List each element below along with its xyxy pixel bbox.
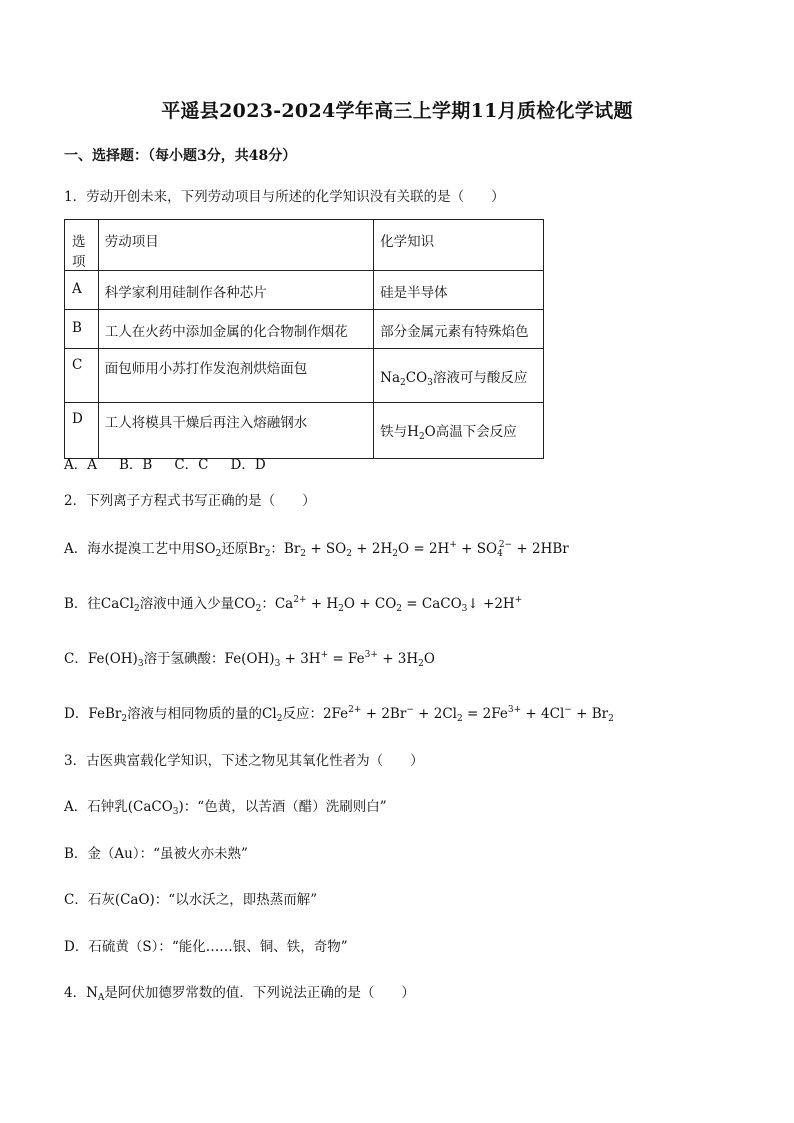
table-row bbox=[65, 271, 544, 310]
table-cell-work: 科学家利用硅制作各种芯片 bbox=[98, 271, 373, 310]
question-2-option-b: B．往CaCl$_2$溶液中通入少量$CO_2$：$Ca^{2+} + H_2O + CO_2$ = CaCO$_3$↓ +2H+ bbox=[64, 595, 523, 614]
table-header-row bbox=[65, 220, 544, 271]
table-cell-option: C bbox=[65, 349, 99, 403]
question-1-options bbox=[64, 453, 288, 473]
question-3-option-b: B．金（Au）：“虽被火亦未熟” bbox=[64, 846, 248, 862]
table-cell-option: D bbox=[65, 403, 99, 459]
table-row bbox=[65, 310, 544, 349]
question-3-stem: 3．古医典富载化学知识，下述之物见其氧化性者为（ ） bbox=[64, 753, 424, 769]
table-header-knowledge: 化学知识 bbox=[374, 220, 544, 271]
option-c: C．C bbox=[174, 457, 209, 473]
table-cell-knowledge: $Na_2CO_3$溶液可与酸反应 bbox=[374, 349, 544, 403]
table-cell-knowledge: 部分金属元素有特殊焰色 bbox=[374, 310, 544, 349]
question-3-option-d: D．石硫黄（S）：“能化……银、铜、铁，奇物” bbox=[64, 939, 348, 955]
question-2-option-c: C．$Fe(OH)_3$溶于氢碘酸：$Fe(OH)_3 + 3H^+ = Fe^{3+} + 3H_2O$ bbox=[64, 650, 435, 669]
table-cell-work: 面包师用小苏打作发泡剂烘焙面包 bbox=[98, 349, 373, 403]
table-cell-option: B bbox=[65, 310, 99, 349]
question-1-table bbox=[64, 219, 544, 459]
table-cell-option: A bbox=[65, 271, 99, 310]
table-cell-knowledge: 硅是半导体 bbox=[374, 271, 544, 310]
table-row bbox=[65, 403, 544, 459]
option-b: B．B bbox=[119, 457, 153, 473]
question-1-stem: 1．劳动开创未来，下列劳动项目与所述的化学知识没有关联的是（ ） bbox=[64, 189, 505, 205]
question-2-stem: 2．下列离子方程式书写正确的是（ ） bbox=[64, 493, 316, 509]
question-4-stem: 4．$N_A$是阿伏加德罗常数的值．下列说法正确的是（ ） bbox=[64, 985, 415, 1003]
option-d: D．D bbox=[230, 457, 266, 473]
table-header-option: 选项 bbox=[65, 220, 99, 271]
question-3-option-c: C．石灰(CaO)：“以水沃之，即热蒸而解” bbox=[64, 892, 318, 908]
page-title: 平遥县2023-2024学年高三上学期11月质检化学试题 bbox=[161, 100, 633, 122]
question-3-option-a: A．石钟乳(CaCO$_3$)：“色黄，以苦酒（醋）洗刷则白” bbox=[64, 799, 387, 817]
question-2-option-d: D．FeBr$_2$溶液与相同物质的量的$Cl_2$反应：$2Fe^{2+} + 2Br^- + 2Cl_2 = 2Fe^{3+} + 4Cl^- + Br_2$ bbox=[64, 705, 614, 724]
table-row bbox=[65, 349, 544, 403]
question-2-option-a: A．海水提溴工艺中用$SO_2$还原$Br_2$：$Br_2 + SO_2 + 2H_2O = 2H^+ + SO_4^{2-} + 2HBr$ bbox=[64, 540, 569, 559]
option-a: A．A bbox=[64, 457, 97, 473]
section-heading: 一、选择题：（每小题3分，共48分） bbox=[64, 148, 297, 164]
table-cell-work: 工人在火药中添加金属的化合物制作烟花 bbox=[98, 310, 373, 349]
table-cell-work: 工人将模具干燥后再注入熔融钢水 bbox=[98, 403, 373, 459]
table-header-work: 劳动项目 bbox=[98, 220, 373, 271]
table-cell-knowledge: 铁与$H_2O$高温下会反应 bbox=[374, 403, 544, 459]
